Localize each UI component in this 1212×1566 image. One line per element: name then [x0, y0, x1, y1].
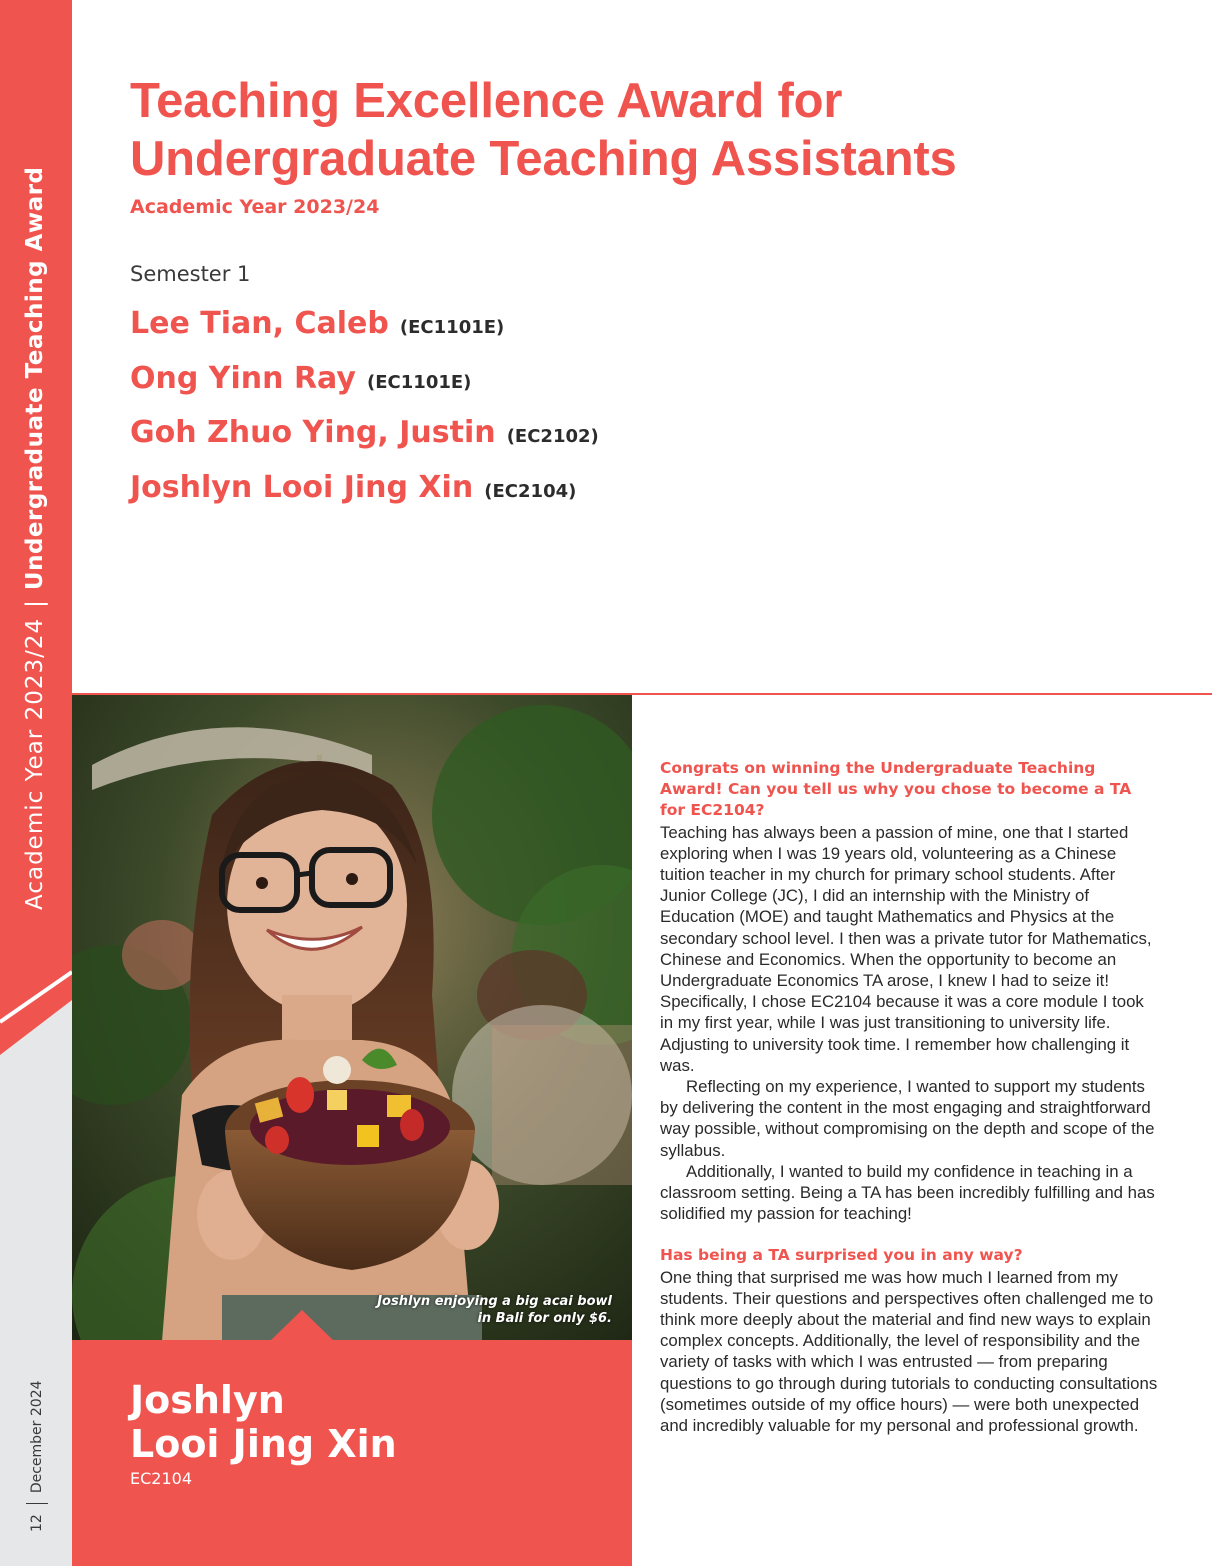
- winner-item: [130, 306, 599, 361]
- winner-name: Goh Zhuo Ying, Justin: [130, 415, 496, 450]
- winner-module: (EC2102): [506, 426, 599, 447]
- side-running-title: [22, 167, 48, 911]
- paragraph-gap: [660, 1224, 1160, 1245]
- winner-name: Lee Tian, Caleb: [130, 306, 389, 341]
- profile-name: [130, 1378, 397, 1466]
- winner-module: (EC1101E): [367, 371, 472, 393]
- winner-name: Ong Yinn Ray: [130, 360, 356, 396]
- photo-illustration: [72, 695, 632, 1341]
- question-1: Congrats on winning the Undergraduate Teaching Award! Can you tell us why you chose to become a TA for EC2104?: [660, 759, 1132, 820]
- profile-name-line1: Joshlyn: [130, 1378, 285, 1422]
- photo-caption-line2: in Bali for only $6.: [477, 1311, 612, 1326]
- academic-year: Academic Year 2023/24: [130, 196, 380, 218]
- question-2: Has being a TA surprised you in any way?: [660, 1246, 1023, 1265]
- winner-name: Joshlyn Looi Jing Xin: [130, 469, 474, 505]
- profile-name-line2: Looi Jing Xin: [130, 1422, 397, 1466]
- side-separator: |: [22, 600, 48, 608]
- answer-1-paragraph-1: Teaching has always been a passion of mine, one that I started exploring when I was 19 years old, volunteering as a Chinese tuition teacher in my church for primary school students. After Junior College (JC), I did an internship with the Ministry of Education (MOE) and taught Mathematics and Physics at the secondary school level. I then was a private tutor for Mathematics, Chinese and Economics. When the opportunity to become an Undergraduate Economics TA arose, I knew I had to seize it! Specifically, I chose EC2104 because it was a core module I took in my first year, while I was just transitioning to university life. Adjusting to university took time. I remember how challenging it was.: [660, 822, 1152, 1075]
- panel-notch: [270, 1310, 334, 1341]
- winner-item: [130, 415, 599, 470]
- page-title-line2: Undergraduate Teaching Assistants: [130, 132, 957, 186]
- winner-item: [130, 470, 599, 525]
- side-footer: [26, 1380, 48, 1532]
- photo-caption-line1: Joshlyn enjoying a big acai bowl: [377, 1294, 612, 1309]
- answer-2: One thing that surprised me was how much I learned from my students. Their questions and perspectives often challenged me to think more deeply about the material and find new ways to explain complex concepts. Additionally, the level of responsibility and the variety of tasks with which I was entrusted — from preparing questions to go through during tutorials to conducting consultations (sometimes outside of my office hours) — were both unexpected and incredibly valuable for my personal and professional growth.: [660, 1267, 1158, 1436]
- photo-caption: [312, 1293, 612, 1327]
- winner-item: [130, 361, 599, 416]
- semester-label: Semester 1: [130, 262, 251, 286]
- answer-1-paragraph-3: Additionally, I wanted to build my confidence in teaching in a classroom setting. Being a TA has been incredibly fulfilling and has solidified my passion for teaching!: [660, 1161, 1155, 1224]
- issue-date: December 2024: [29, 1380, 45, 1494]
- winner-module: (EC1101E): [399, 317, 505, 338]
- side-strip: [0, 0, 72, 1566]
- winners-list: [130, 306, 599, 524]
- footer-divider: [26, 1503, 48, 1504]
- interview-text: [660, 758, 1160, 1436]
- winner-module: (EC2104): [484, 480, 577, 502]
- profile-module: EC2104: [130, 1469, 192, 1488]
- side-award-text: Undergraduate Teaching Award: [22, 166, 48, 591]
- answer-1-paragraph-2: Reflecting on my experience, I wanted to support my students by delivering the content in the most engaging and straightforward way possible, without compromising on the depth and scope of the syllabus.: [660, 1077, 1155, 1160]
- side-year-text: Academic Year 2023/24: [22, 617, 48, 910]
- page-title-line1: Teaching Excellence Award for: [130, 74, 843, 128]
- page-title: [130, 72, 1190, 188]
- name-panel: [72, 1340, 632, 1566]
- profile-photo: [72, 695, 632, 1341]
- page-number: 12: [29, 1514, 45, 1532]
